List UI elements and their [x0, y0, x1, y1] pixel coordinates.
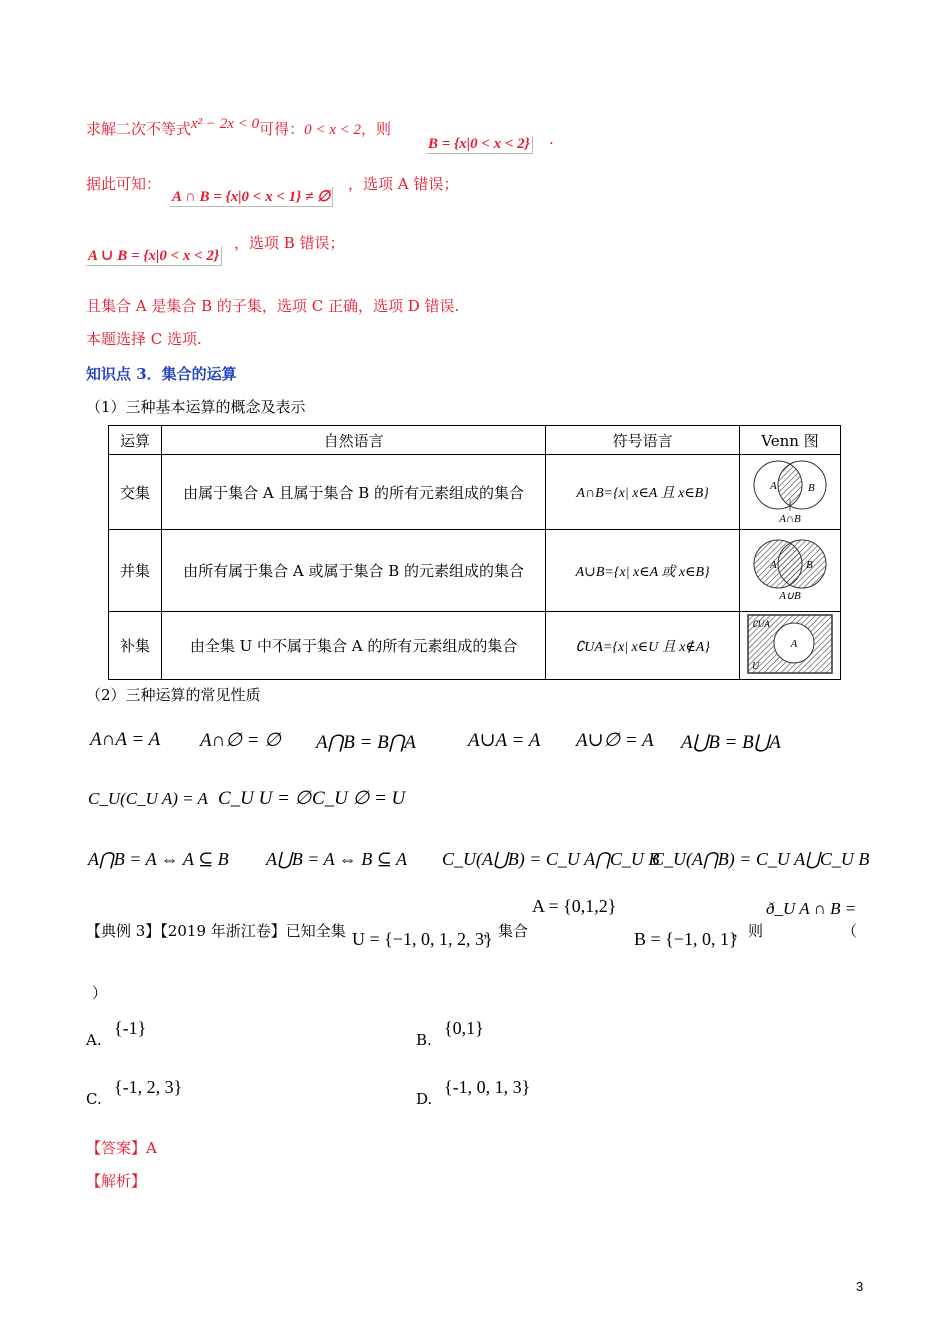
natural-language: 由属于集合 A 且属于集合 B 的所有元素组成的集合	[161, 455, 545, 530]
option-c-label[interactable]: C.	[86, 1090, 102, 1108]
prop-8: C_U U = ∅	[218, 788, 312, 809]
prop-5: A∪∅ = A	[576, 730, 654, 751]
natural-language: 由所有属于集合 A 或属于集合 B 的元素组成的集合	[161, 530, 545, 612]
venn-label-B: B	[807, 482, 815, 494]
page-number: 3	[856, 1279, 864, 1294]
venn-label-A: A	[769, 558, 777, 571]
solution-line-4: 且集合 A 是集合 B 的子集，选项 C 正确，选项 D 错误.	[86, 297, 460, 315]
table-row	[109, 612, 841, 680]
prop-6: A⋃B = B⋃A	[681, 732, 781, 753]
header-op: 运算	[109, 426, 162, 455]
table-header-row	[109, 426, 841, 455]
prop-1: A∩A = A	[90, 729, 161, 750]
operations-table	[108, 425, 841, 680]
answer-tag: 【答案】	[86, 1139, 147, 1157]
venn-union-icon	[742, 536, 838, 602]
symbol-language: ∁UA={x| x∈U 且 x∉A}	[546, 612, 740, 680]
range: 0 < x < 2	[304, 122, 361, 138]
section-title: 知识点 3．集合的运算	[86, 365, 237, 383]
header-symbol: 符号语言	[546, 426, 740, 455]
option-c-value: {-1, 2, 3}	[114, 1077, 183, 1097]
header-natural: 自然语言	[161, 426, 545, 455]
paren-close: ）	[92, 984, 108, 1002]
venn-union	[739, 530, 840, 612]
prop-4: A∪A = A	[468, 730, 541, 751]
prop-7: C_U(C_U A) = A	[88, 789, 208, 808]
set-A: A = {0,1,2}	[532, 896, 617, 916]
option-a-value: {-1}	[114, 1018, 147, 1038]
venn-caption: A∩B	[779, 513, 801, 525]
venn-label-B: B	[805, 558, 813, 571]
prop-2: A∩∅ = ∅	[200, 730, 281, 751]
venn-intersection	[739, 455, 840, 530]
venn-complement	[739, 612, 840, 680]
set-B-formula: B = {x|0 < x < 2}	[426, 136, 533, 154]
example-then: ，则	[733, 922, 764, 940]
intersection-formula: A ∩ B = {x|0 < x < 1} ≠ ∅	[170, 187, 333, 207]
venn-label-A: A	[769, 480, 777, 492]
op-name: 并集	[109, 530, 162, 612]
set-B: B = {−1, 0, 1}	[634, 929, 738, 949]
op-name: 交集	[109, 455, 162, 530]
venn-label-U: U	[751, 660, 760, 672]
table-row	[109, 455, 841, 530]
header-venn: Venn 图	[739, 426, 840, 455]
venn-caption: A∪B	[779, 589, 801, 602]
symbol-language: A∩B={x| x∈A 且 x∈B}	[546, 455, 740, 530]
answer-value: A	[146, 1139, 157, 1157]
subsection-2: （2）三种运算的常见性质	[86, 686, 261, 704]
op-name: 补集	[109, 612, 162, 680]
inequality: x² − 2x < 0	[191, 116, 260, 132]
period: .	[549, 130, 554, 148]
symbol-language: A∪B={x| x∈A 或 x∈B}	[546, 530, 740, 612]
option-d-value: {-1, 0, 1, 3}	[444, 1077, 531, 1097]
option-d-label[interactable]: D.	[416, 1090, 433, 1108]
solution-line-3-tail: ，选项 B 错误；	[234, 234, 345, 252]
analysis-tag: 【解析】	[86, 1172, 147, 1190]
solution-line-1	[86, 118, 391, 139]
solution-line-5: 本题选择 C 选项.	[86, 330, 202, 348]
solution-line-2-label: 据此可知：	[86, 175, 162, 193]
option-b-label[interactable]: B.	[416, 1031, 432, 1049]
solution-text: 可得：	[259, 120, 305, 138]
paren-open: （	[842, 922, 858, 940]
venn-complement-icon	[744, 613, 836, 675]
table-row	[109, 530, 841, 612]
prop-12: C_U(A⋃B) = C_U A⋂C_U B	[442, 849, 660, 869]
solution-line-2-tail: ，选项 A 错误；	[348, 175, 459, 193]
example-tag: 【典例 3】【2019 年浙江卷】已知全集	[86, 922, 346, 940]
option-b-value: {0,1}	[444, 1018, 484, 1038]
example-mid: ，集合	[483, 922, 529, 940]
complement-expr: ð_U A ∩ B =	[766, 899, 857, 918]
solution-text: 求解二次不等式	[86, 120, 192, 138]
prop-10: A⋂B = A ⇔ A ⊆ B	[88, 849, 229, 869]
solution-text: ，则	[361, 120, 392, 138]
set-U: U = {−1, 0, 1, 2, 3}	[352, 929, 493, 949]
prop-13: C_U(A⋂B) = C_U A⋃C_U B	[652, 849, 870, 869]
answer-line	[86, 1137, 157, 1158]
option-a-label[interactable]: A.	[86, 1031, 102, 1049]
union-formula: A ∪ B = {x|0 < x < 2}	[86, 246, 222, 266]
prop-9: C_U ∅ = U	[312, 788, 406, 809]
prop-3: A⋂B = B⋂A	[316, 732, 416, 753]
subsection-1: （1）三种基本运算的概念及表示	[86, 398, 306, 416]
prop-11: A⋃B = A ⇔ B ⊆ A	[266, 849, 407, 869]
venn-label-CUA: ∁UA	[751, 618, 770, 629]
venn-intersection-icon	[742, 455, 838, 525]
natural-language: 由全集 U 中不属于集合 A 的所有元素组成的集合	[161, 612, 545, 680]
venn-label-A: A	[790, 637, 798, 650]
